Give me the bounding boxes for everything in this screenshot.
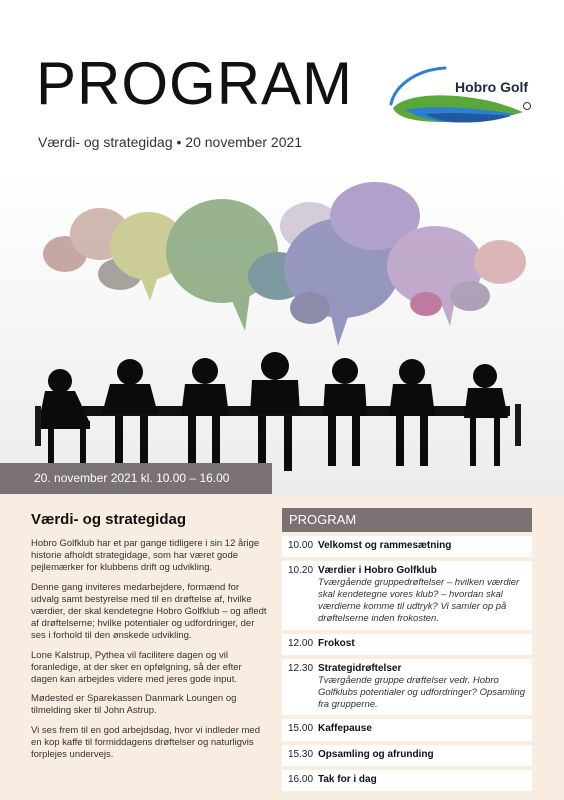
hero-illustration: [0, 176, 564, 496]
program-item: [282, 659, 532, 716]
program-time: 16.00: [288, 773, 314, 785]
program-title: Strategidrøftelser: [318, 662, 402, 674]
intro-column: [31, 511, 267, 768]
program-header: PROGRAM: [282, 508, 532, 532]
meeting-silhouette-illustration: [0, 176, 564, 496]
program-time: 12.30: [288, 662, 314, 674]
intro-paragraph: Denne gang inviteres medarbejdere, formænd for udvalg samt bestyrelse med til en drøftelse af, hvilke værdier, der skal kendetegne Hobro Golfklub – og afledt af drøftelserne; hvilke potentialer og udfordringer, der ses i forhold til den ønskede udvikling.: [31, 581, 267, 642]
intro-heading: Værdi- og strategidag: [31, 511, 187, 528]
program-item: [282, 561, 532, 629]
program-time: 10.20: [288, 565, 314, 577]
program-description: Tværgående gruppe drøftelser vedr. Hobro Golfklubs potentialer og udfordringer? Opsamling fra grupperne.: [318, 675, 526, 710]
intro-paragraph: Lone Kalstrup, Pythea vil facilitere dagen og vil foranledige, at der sker en opfølgning, så der efter dagen kan arbejdes videre med jeres gode input.: [31, 649, 242, 686]
program-schedule: [282, 508, 532, 791]
page-title: PROGRAM: [36, 50, 354, 117]
date-banner: 20. november 2021 kl. 10.00 – 16.00: [0, 463, 272, 494]
program-title: Værdier i Hobro Golfklub: [318, 565, 437, 577]
program-title: Opsamling og afrunding: [318, 748, 434, 760]
program-item: [282, 770, 532, 791]
page-subtitle: Værdi- og strategidag • 20 november 2021: [38, 134, 303, 150]
program-item: [282, 536, 532, 557]
program-description: Tværgående gruppedrøftelser – hvilken værdier skal kendetegne vores klub? – hvordan skal værdierne komme til udtryk? Vi samler op på drøftelserne inden frokosten.: [318, 577, 520, 624]
logo-text: Hobro Golf: [455, 79, 529, 95]
program-time: 10.00: [288, 540, 314, 551]
intro-paragraph: Mødested er Sparekassen Danmark Loungen og tilmelding sker til John Astrup.: [31, 693, 237, 717]
program-item: [282, 634, 532, 655]
intro-paragraph: Vi ses frem til en god arbejdsdag, hvor vi indleder med en kop kaffe til formiddagens drøftelser og naturligvis forplejes undervejs.: [31, 724, 261, 761]
program-title: Tak for i dag: [318, 773, 377, 785]
program-time: 12.00: [288, 637, 314, 649]
intro-paragraph: Hobro Golfklub har et par gange tidligere i sin 12 årige historie afholdt strategidage, som har været gode pejlemærker for klubbens drift og udvikling.: [31, 538, 260, 574]
program-item: [282, 745, 532, 766]
program-title: Kaffepause: [318, 723, 372, 735]
program-item: [282, 719, 532, 740]
program-time: 15.30: [288, 748, 314, 760]
program-time: 15.00: [288, 723, 314, 735]
program-title: Frokost: [318, 637, 355, 649]
program-title: Velkomst og rammesætning: [318, 540, 452, 551]
hobro-golf-logo: [385, 66, 535, 136]
